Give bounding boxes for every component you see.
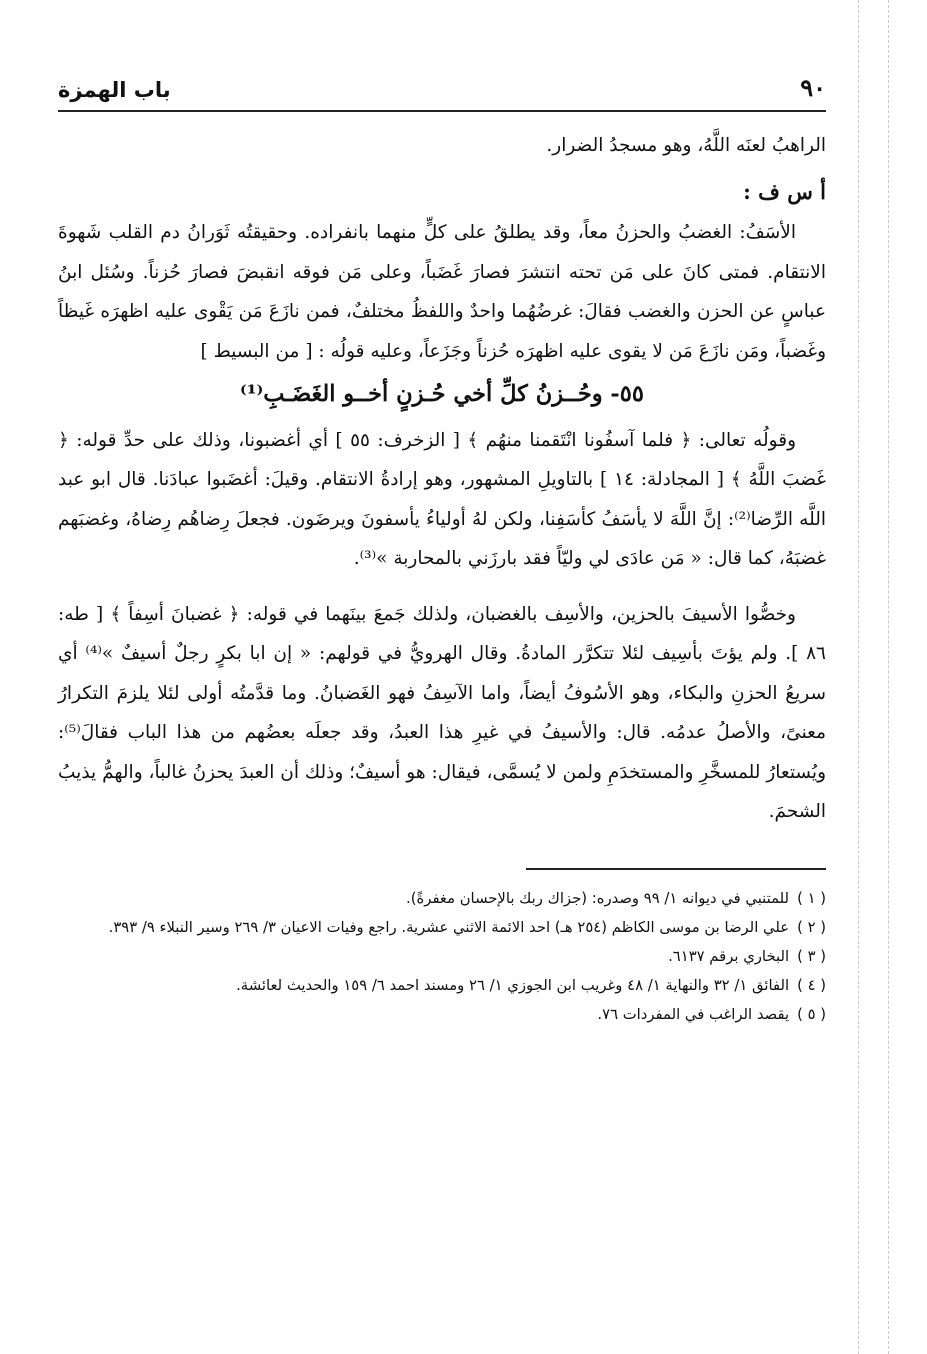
footnote-number: ( ٥ ) xyxy=(797,1005,826,1023)
paragraph-definition: الأسَفُ: الغضبُ والحزنُ معاً، وقد يطلقُ على كلٍّ منهما بانفراده. وحقيقتُه ثَوَرانُ دم القلب شَهوةَ الانتقام. فمتى كانَ على مَن تحته انتشرَ فصارَ غَضَباً، وعلى مَن فوقه انقبضَ فصارَ حُزناً. وسُئل ابنُ عباسٍ عن الحزن والغضب فقالَ: غرضُهُما واحدٌ واللفظُ مختلفٌ، فمن نازَعَ مَن يَقْوى عليه اظهرَه غَيظاً وغَضباً، ومَن نازَعَ مَن لا يقوى عليه اظهرَه حُزناً وجَزَعاً، وعليه قولُه : [ من البسيط ] xyxy=(58,222,826,362)
footnotes xyxy=(58,884,826,1029)
footnote-text: يقصد الراغب في المفردات ٧٦. xyxy=(597,1005,790,1023)
scan-fold-line xyxy=(888,0,889,1354)
footnote-number: ( ٣ ) xyxy=(797,947,826,965)
footnote-number: ( ١ ) xyxy=(797,889,826,907)
verse-line: ٥٥- وحُــزنُ كلِّ أخي حُـزنٍ أخــو الغَضَـبِ⁽¹⁾ xyxy=(240,381,644,407)
footnote-item xyxy=(58,1000,826,1029)
footnote-item xyxy=(58,971,826,1000)
footnote-number: ( ٢ ) xyxy=(797,918,826,936)
book-page xyxy=(58,58,826,1029)
intro-line: الراهبُ لعنَه اللَّهُ، وهو مسجدُ الضرار. xyxy=(546,135,826,156)
footnote-item xyxy=(58,913,826,942)
paragraph-asif-usage: وخصُّوا الأسيفَ بالحزين، والأسِف بالغضبان، ولذلك جَمعَ بينَهما في قوله: ﴿ غضبانَ أسِفاً ﴾ [ طه: ٨٦ ]. ولم يؤتَ بأسِيف لئلا تتكرَّر المادةُ. وقال الهرويُّ في قولهم: « إن ابا بكرٍ رجلٌ أسيفٌ »⁽⁴⁾ أي سريعُ الحزنِ والبكاء، وهو الأسُوفُ أيضاً، واما الآسِفُ فهو الغَضبانُ. وما قدَّمتُه أولى لئلا يلزمَ التكرارُ معنىً، والأصلُ عدمُه. قال: والأسيفُ في غيرِ هذا العبدُ، وقد جعلَه بعضُهم من هذا الباب فقالَ⁽⁵⁾: ويُستعارُ للمسخَّرِ والمستخدَمِ ولمن لا يُسمَّى، فيقال: هو أسيفٌ؛ وذلك أن العبدَ يحزنُ غالباً، والهمُّ يذيبُ الشحمَ. xyxy=(58,603,826,822)
paragraph-gap xyxy=(58,579,826,595)
footnote-divider xyxy=(526,868,826,870)
footnote-text: الفائق ١/ ٣٢ والنهاية ١/ ٤٨ وغريب ابن الجوزي ١/ ٢٦ ومسند احمد ٦/ ١٥٩ والحديث لعائشة. xyxy=(236,976,790,994)
footnote-number: ( ٤ ) xyxy=(797,976,826,994)
page-header xyxy=(58,58,826,112)
root-heading: أ س ف : xyxy=(743,178,826,204)
page-number: ٩٠ xyxy=(800,73,826,102)
footnote-text: علي الرضا بن موسى الكاظم (٢٥٤ هـ) احد الائمة الاثني عشرية. راجع وفيات الاعيان ٣/ ٢٦٩ وسير النبلاء ٩/ ٣٩٣. xyxy=(108,918,790,936)
scan-fold-line xyxy=(858,0,859,1354)
main-text xyxy=(58,126,826,832)
paragraph-quran-usage: وقولُه تعالى: ﴿ فلما آسفُونا انْتَقمنا منهُم ﴾ [ الزخرف: ٥٥ ] أي أغضبونا، وذلك على حدِّ قوله: ﴿ غَضبَ اللَّهُ ﴾ [ المجادلة: ١٤ ] بالتاويلِ المشهور، وهو إرادةُ الانتقام. وقيلَ: أغضَبوا عبادَنا. قال ابو عبد اللَّه الرِّضا⁽²⁾: إنَّ اللَّهَ لا يأسَفُ كأسَفِنا، ولكن لهُ أولياءُ يأسفونَ ويرضَون. فجعلَ رِضاهُم رِضاهُ، وغضبَهم غضبَهُ، كما قال: « مَن عادَى لي وليّاً فقد بارزَني بالمحاربة »⁽³⁾. xyxy=(58,429,826,569)
footnote-text: البخاري برقم ٦١٣٧. xyxy=(668,947,790,965)
footnote-item xyxy=(58,884,826,913)
chapter-title: باب الهمزة xyxy=(58,78,171,102)
footnote-text: للمتنبي في ديوانه ١/ ٩٩ وصدره: (جزاك ربك بالإحسان مغفرةً). xyxy=(406,889,790,907)
footnote-item xyxy=(58,942,826,971)
